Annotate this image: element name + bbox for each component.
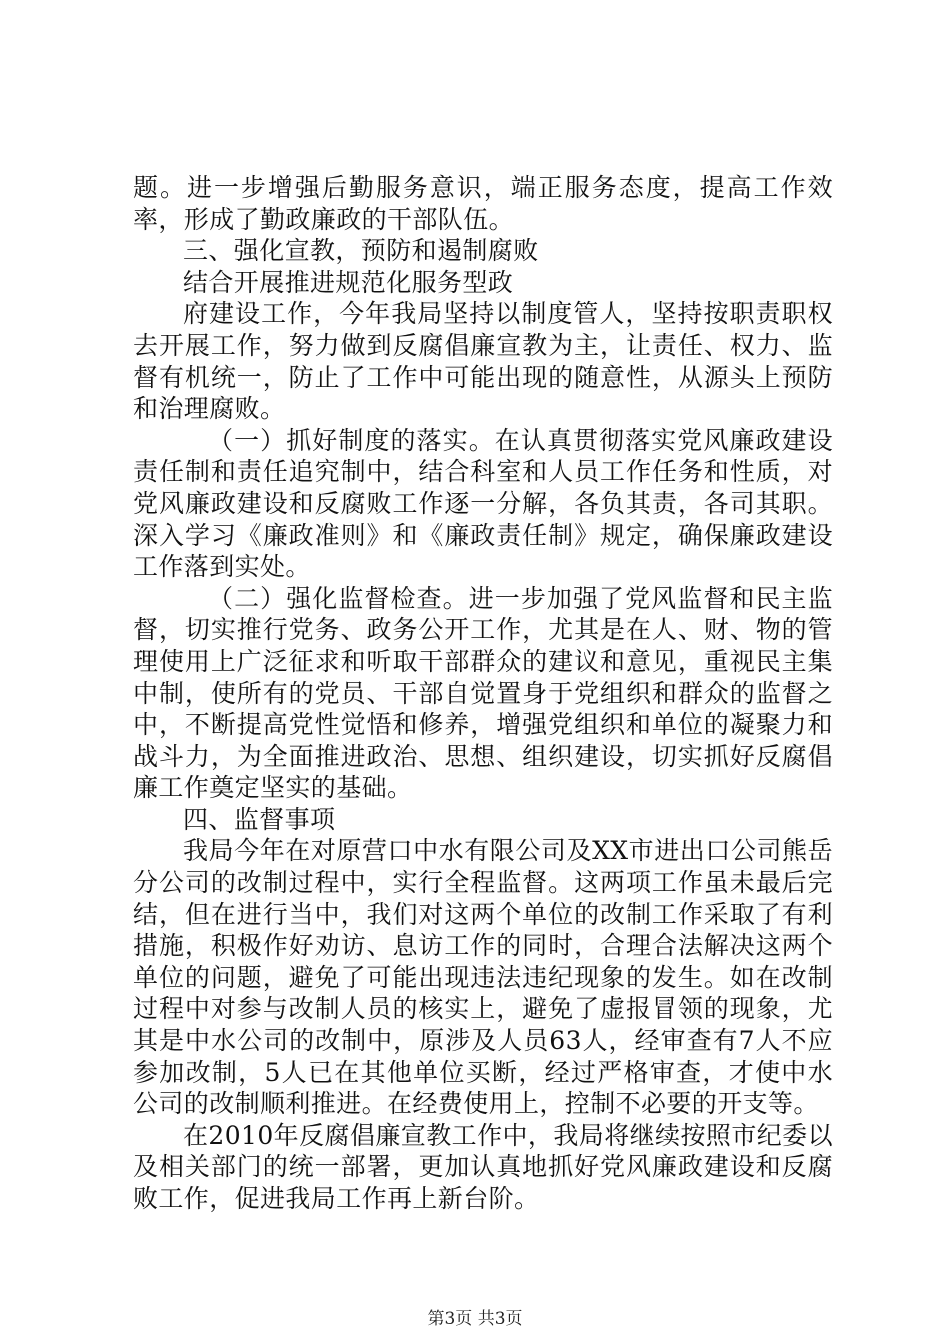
paragraph-continuation: 题。进一步增强后勤服务意识，端正服务态度，提高工作效率，形成了勤政廉政的干部队伍。 <box>133 173 833 234</box>
page-number: 第3页 共3页 <box>427 1309 523 1329</box>
document-body <box>133 172 833 1215</box>
paragraph-conclusion: 在2010年反腐倡廉宣教工作中，我局将继续按照市纪委以及相关部门的统一部署，更加认真地抓好党风廉政建设和反腐败工作，促进我局工作再上新台阶。 <box>133 1120 833 1213</box>
paragraph-government-building: 府建设工作，今年我局坚持以制度管人，坚持按职责职权去开展工作，努力做到反腐倡廉宣教为主，让责任、权力、监督有机统一，防止了工作中可能出现的随意性，从源头上预防和治理腐败。 <box>133 299 833 424</box>
section-heading-4: 四、监督事项 <box>183 804 336 834</box>
paragraph-item-2: （二）强化监督检查。进一步加强了党风监督和民主监督，切实推行党务、政务公开工作，尤其是在人、财、物的管理使用上广泛征求和听取干部群众的建议和意见，重视民主集中制，使所有的党员、干部自觉置身于党组织和群众的监督之中，不断提高党性觉悟和修养，增强党组织和单位的凝聚力和战斗力，为全面推进政治、思想、组织建设，切实抓好反腐倡廉工作奠定坚实的基础。 <box>133 583 833 803</box>
paragraph-intro-fragment: 结合开展推进规范化服务型政 <box>183 267 514 297</box>
section-heading-3: 三、强化宣教，预防和遏制腐败 <box>183 236 539 266</box>
paragraph-item-1: （一）抓好制度的落实。在认真贯彻落实党风廉政建设责任制和责任追究制中，结合科室和人员工作任务和性质，对党风廉政建设和反腐败工作逐一分解，各负其责，各司其职。深入学习《廉政准则》和《廉政责任制》规定，确保廉政建设工作落到实处。 <box>133 425 833 582</box>
page-footer <box>0 1304 950 1329</box>
paragraph-supervision: 我局今年在对原营口中水有限公司及XX市进出口公司熊岳分公司的改制过程中，实行全程监督。这两项工作虽未最后完结，但在进行当中，我们对这两个单位的改制工作采取了有利措施，积极作好劝访、息访工作的同时，合理合法解决这两个单位的问题，避免了可能出现违法违纪现象的发生。如在改制过程中对参与改制人员的核实上，避免了虚报冒领的现象，尤其是中水公司的改制中，原涉及人员63人，经审查有7人不应参加改制，5人已在其他单位买断，经过严格审查，才使中水公司的改制顺利推进。在经费使用上，控制不必要的开支等。 <box>133 836 833 1119</box>
